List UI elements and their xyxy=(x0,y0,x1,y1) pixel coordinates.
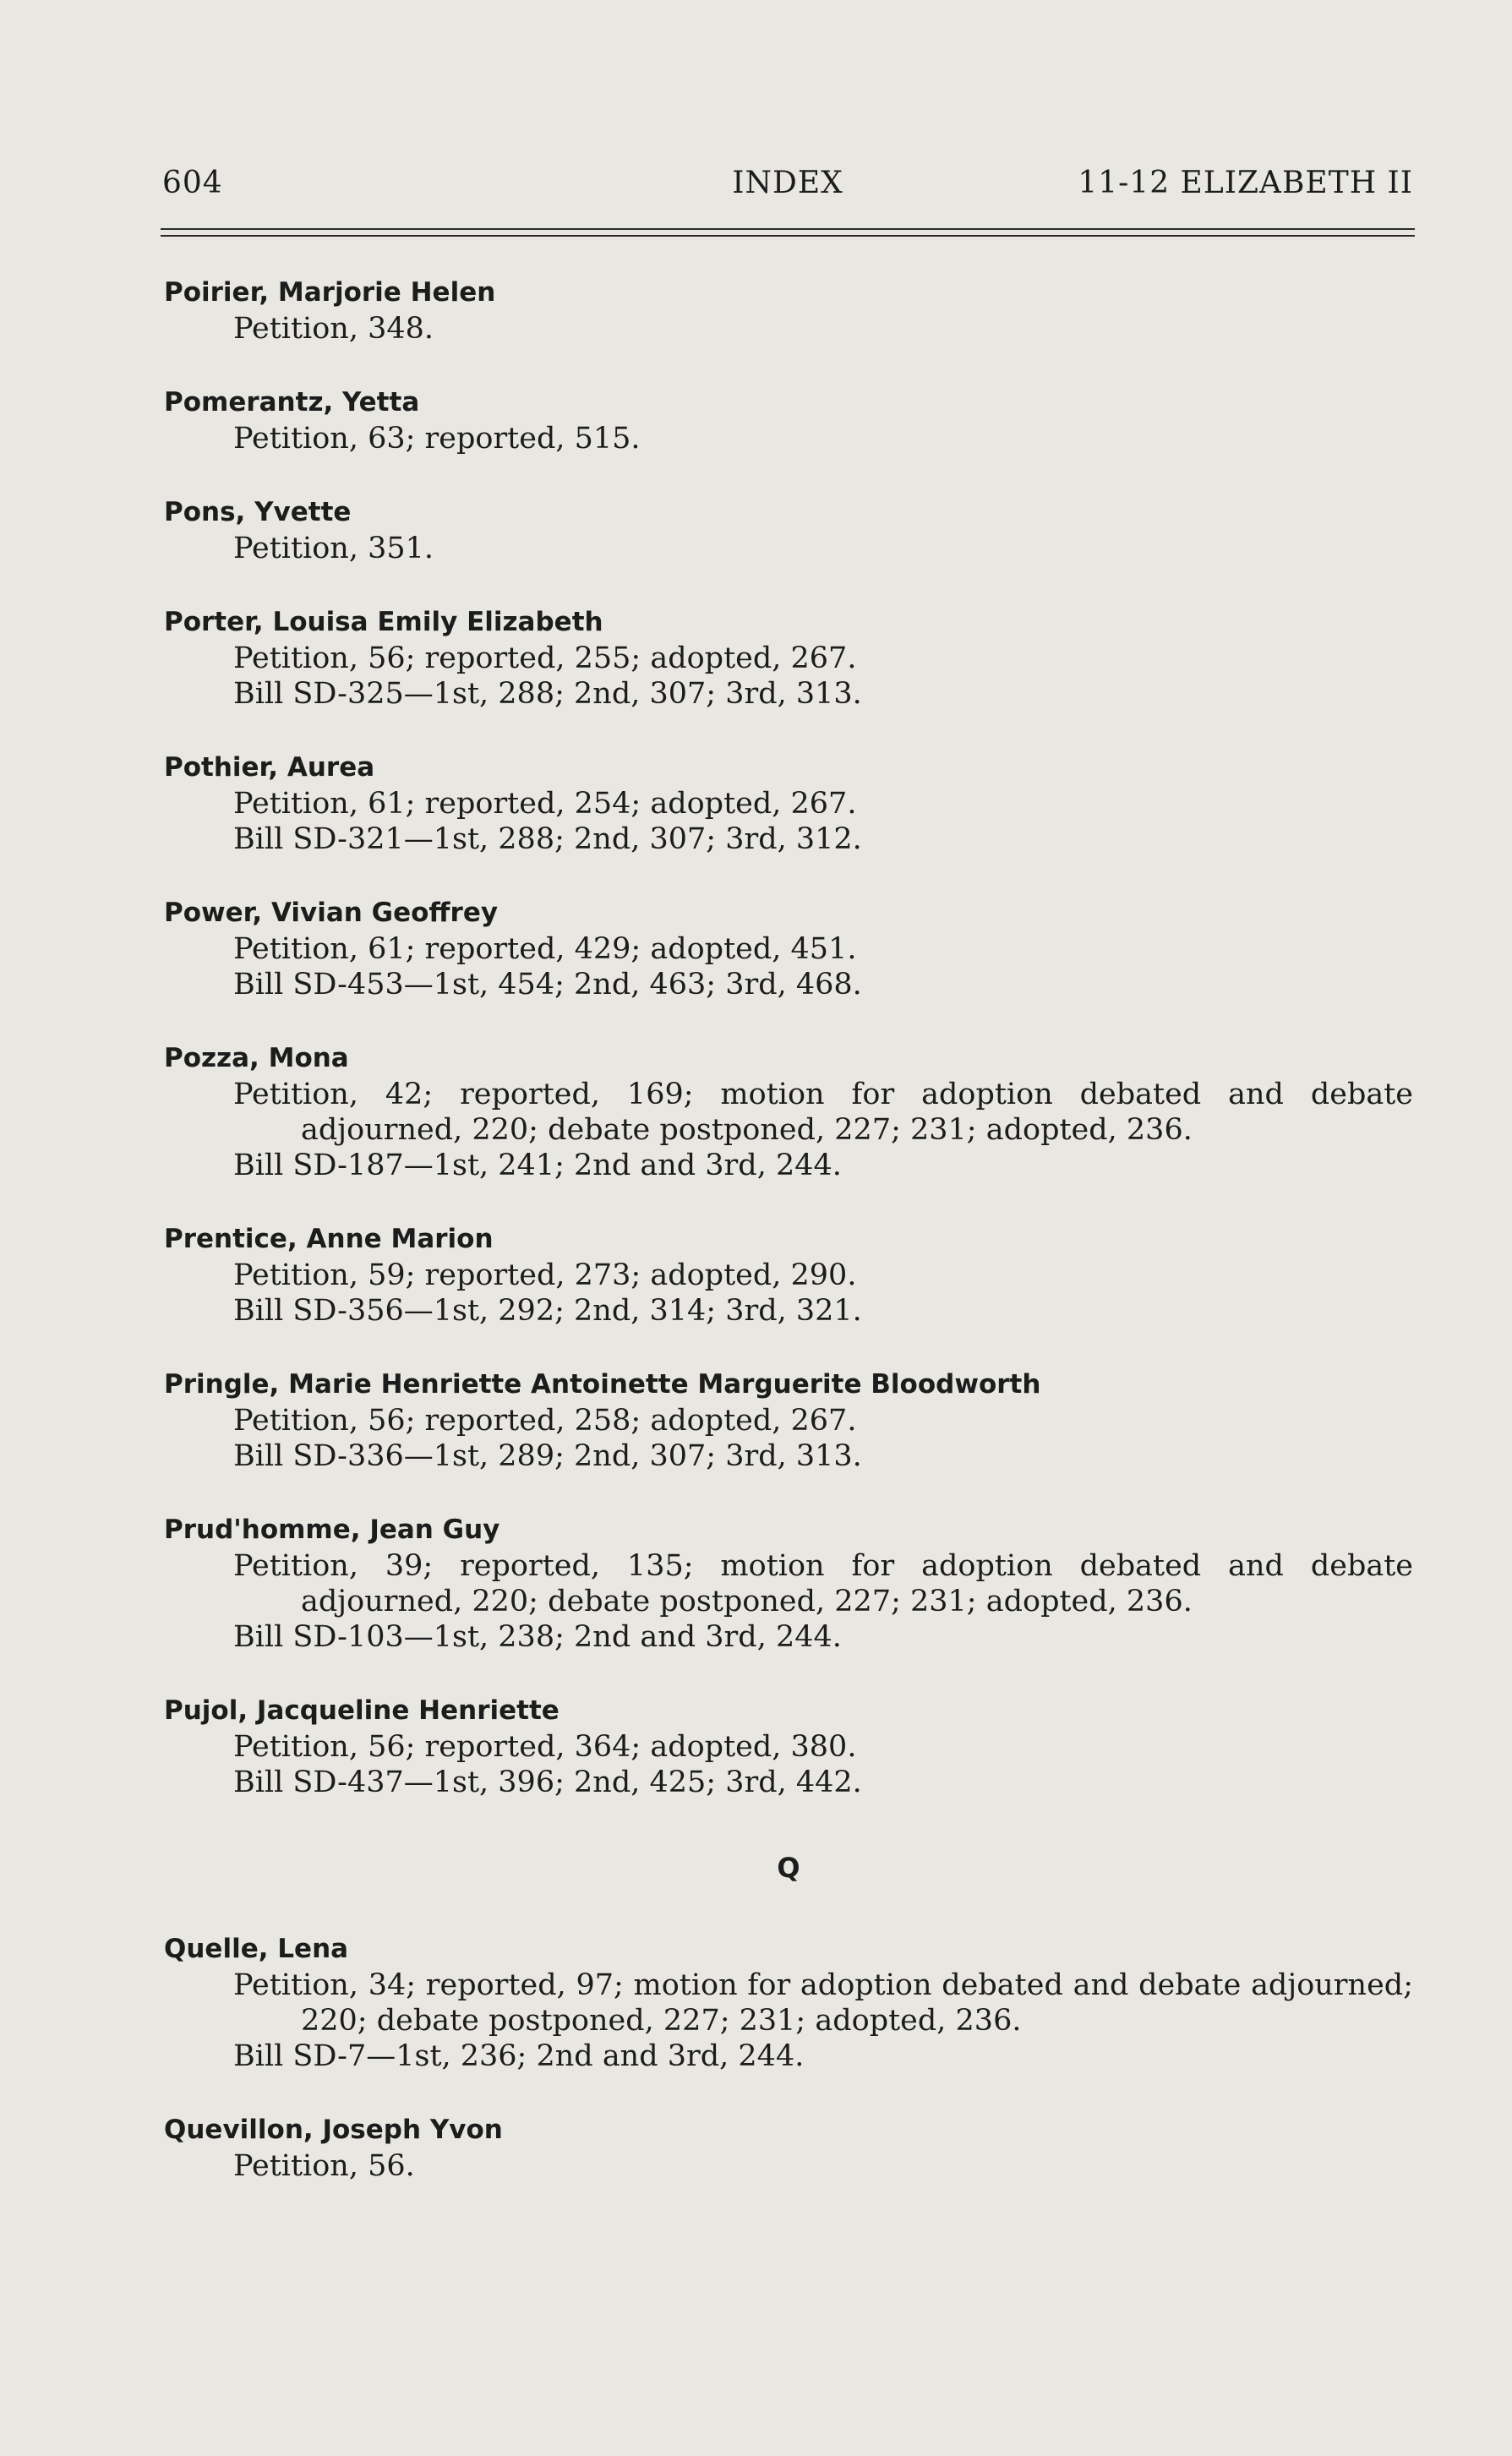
header-regnal-year: 11-12 ELIZABETH II xyxy=(1078,166,1413,200)
index-entry xyxy=(164,1367,1413,1474)
index-content xyxy=(164,276,1413,2223)
header-rule-top xyxy=(161,228,1415,230)
entry-name: Porter, Louisa Emily Elizabeth xyxy=(164,607,603,637)
entry-name: Pomerantz, Yetta xyxy=(164,387,420,418)
entry-name: Quelle, Lena xyxy=(164,1934,349,1964)
index-entry xyxy=(164,1222,1413,1329)
entry-line: Bill SD-321—1st, 288; 2nd, 307; 3rd, 312. xyxy=(233,822,862,856)
entry-name: Pringle, Marie Henriette Antoinette Marguerite Bloodworth xyxy=(164,1369,1041,1400)
index-entry xyxy=(164,1041,1413,1183)
entry-line: Bill SD-356—1st, 292; 2nd, 314; 3rd, 321. xyxy=(233,1294,862,1328)
entry-line: Bill SD-187—1st, 241; 2nd and 3rd, 244. xyxy=(233,1149,842,1182)
index-entry xyxy=(164,1513,1413,1655)
entry-line: Petition, 56; reported, 255; adopted, 267. xyxy=(233,641,857,675)
index-entry xyxy=(164,2113,1413,2184)
index-entry xyxy=(164,1932,1413,2074)
page-number: 604 xyxy=(162,166,223,200)
entry-name: Quevillon, Joseph Yvon xyxy=(164,2115,503,2145)
entry-line: Petition, 351. xyxy=(233,532,434,565)
entry-line: Bill SD-103—1st, 238; 2nd and 3rd, 244. xyxy=(233,1620,842,1654)
entries-q xyxy=(164,1932,1413,2184)
entry-name: Pujol, Jacqueline Henriette xyxy=(164,1695,559,1726)
index-entry xyxy=(164,495,1413,566)
entry-line: Bill SD-437—1st, 396; 2nd, 425; 3rd, 442. xyxy=(233,1766,862,1799)
entry-name: Prud'homme, Jean Guy xyxy=(164,1515,500,1545)
entry-line: Bill SD-336—1st, 289; 2nd, 307; 3rd, 313. xyxy=(233,1439,862,1473)
header-rule-bottom xyxy=(161,235,1415,237)
entry-line: Petition, 59; reported, 273; adopted, 290. xyxy=(233,1258,857,1292)
running-header xyxy=(162,166,1413,216)
entry-line: Petition, 42; reported, 169; motion for adoption debated and debate adjourned, 220; debate postponed, 227; 231; adopted, 236. xyxy=(233,1078,1413,1147)
entry-line: Petition, 34; reported, 97; motion for adoption debated and debate adjourned; 220; debate postponed, 227; 231; adopted, 236. xyxy=(233,1968,1413,2038)
section-letter: Q xyxy=(777,1852,800,1884)
index-entry xyxy=(164,896,1413,1002)
index-entry xyxy=(164,1694,1413,1800)
entry-name: Pozza, Mona xyxy=(164,1043,349,1073)
entry-line: Petition, 63; reported, 515. xyxy=(233,422,641,456)
entry-line: Petition, 348. xyxy=(233,312,434,346)
index-entry xyxy=(164,605,1413,712)
entry-line: Bill SD-7—1st, 236; 2nd and 3rd, 244. xyxy=(233,2039,805,2073)
index-entry xyxy=(164,750,1413,857)
entry-line: Bill SD-453—1st, 454; 2nd, 463; 3rd, 468. xyxy=(233,968,862,1002)
entry-line: Petition, 61; reported, 254; adopted, 267. xyxy=(233,787,857,821)
entry-line: Petition, 56. xyxy=(233,2149,415,2183)
entries-p xyxy=(164,276,1413,1800)
entry-name: Power, Vivian Geoffrey xyxy=(164,898,499,928)
entry-line: Petition, 56; reported, 258; adopted, 267. xyxy=(233,1404,857,1438)
entry-name: Pothier, Aurea xyxy=(164,752,375,783)
entry-line: Petition, 61; reported, 429; adopted, 451. xyxy=(233,932,857,966)
entry-line: Petition, 39; reported, 135; motion for adoption debated and debate adjourned, 220; debate postponed, 227; 231; adopted, 236. xyxy=(233,1549,1413,1618)
entry-line: Petition, 56; reported, 364; adopted, 380. xyxy=(233,1730,857,1764)
entry-name: Prentice, Anne Marion xyxy=(164,1224,494,1254)
index-entry xyxy=(164,385,1413,456)
entry-name: Pons, Yvette xyxy=(164,497,352,527)
header-title: INDEX xyxy=(732,166,843,200)
entry-line: Bill SD-325—1st, 288; 2nd, 307; 3rd, 313. xyxy=(233,677,862,711)
entry-name: Poirier, Marjorie Helen xyxy=(164,277,496,308)
index-entry xyxy=(164,276,1413,347)
